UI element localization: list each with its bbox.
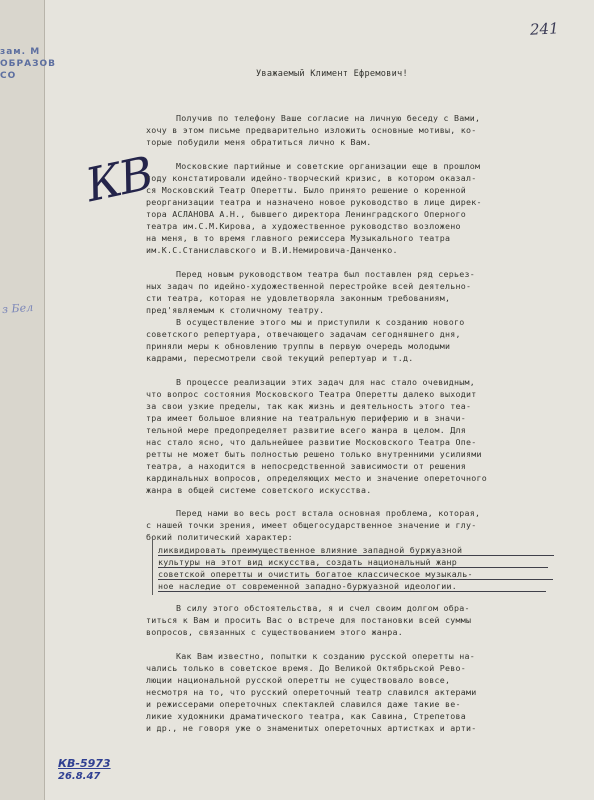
- letter-line: и режиссерами опереточных спектаклей славился даже такие ве-: [146, 699, 461, 709]
- letter-line: кардинальных вопросов, определяющих место и значение опереточного: [146, 473, 487, 483]
- previous-page-stamp: [0, 46, 56, 100]
- letter-line: тора АСЛАНОВА А.Н., бывшего директора Ленинградского Оперного: [146, 209, 466, 219]
- underline: [158, 555, 554, 556]
- stamp-line: зам. М: [0, 47, 41, 57]
- letter-line: театра им.С.М.Кирова, а художественное руководство возложено: [146, 221, 461, 231]
- archive-date: 26.8.47: [58, 771, 101, 782]
- salutation: Уважаемый Климент Ефремович!: [256, 69, 408, 79]
- letter-line: что вопрос состояния Московского Театра Оперетты далеко выходит: [146, 389, 477, 399]
- highlighted-line: ликвидировать преимущественное влияние западной буржуазной: [158, 545, 463, 555]
- letter-line: тельной мере предопределяет развитие всего жанра в целом. Для: [146, 425, 466, 435]
- highlighted-line: ное наследие от современной западно-буржуазной идеологии.: [158, 581, 457, 591]
- letter-line: Перед нами во весь рост встала основная проблема, которая,: [176, 508, 481, 518]
- archive-code: КВ-5973: [58, 757, 111, 770]
- previous-page-scrawl: з Бел: [1, 300, 34, 317]
- letter-line: торые побудили меня обратиться лично к Вам.: [146, 137, 372, 147]
- highlighted-line: советской оперетты и очистить богатое классическое музыкаль-: [158, 569, 473, 579]
- letter-line: В силу этого обстоятельства, я и счел своим долгом обра-: [176, 603, 470, 613]
- letter-line: году констатировали идейно-творческий кризис, в котором оказал-: [146, 173, 477, 183]
- letter-line: за свои узкие пределы, так как жизнь и деятельность этого теа-: [146, 401, 472, 411]
- letter-line: с нашей точки зрения, имеет общегосударственное значение и глу-: [146, 520, 477, 530]
- letter-line: кадрами, пересмотрели свой текущий репертуар и т.д.: [146, 353, 414, 363]
- letter-line: жанра в общей системе советского искусства.: [146, 485, 372, 495]
- letter-line: Получив по телефону Ваше согласие на личную беседу с Вами,: [176, 113, 481, 123]
- letter-line: ликие художники драматического театра, как Савина, Стрепетова: [146, 711, 466, 721]
- stamp-line: СО: [0, 71, 17, 81]
- underline: [158, 579, 553, 580]
- stamp-line: ОБРАЗОВ: [0, 59, 56, 69]
- letter-line: на меня, в то время главного режиссера Музыкального театра: [146, 233, 451, 243]
- underline: [158, 567, 548, 568]
- handwritten-initials: КВ: [81, 145, 157, 213]
- underline: [158, 591, 546, 592]
- folio-number: 241: [529, 19, 560, 39]
- letter-line: нас стало ясно, что дальнейшее развитие Московского Театра Опе-: [146, 437, 477, 447]
- letter-line: советского репертуара, отвечающего задачам сегодняшнего дня,: [146, 329, 461, 339]
- letter-line: тра имеет большое влияние на театральную периферию и в значи-: [146, 413, 466, 423]
- letter-line: несмотря на то, что русский опереточный театр славился актерами: [146, 687, 477, 697]
- previous-page-edge: [0, 0, 56, 800]
- letter-line: люции национальной русской оперетты не существовало вовсе,: [146, 675, 451, 685]
- letter-line: ных задач по идейно-художественной перестройке всей деятельно-: [146, 281, 472, 291]
- letter-line: Московские партийные и советские организации еще в прошлом: [176, 161, 481, 171]
- letter-line: реорганизации театра и назначено новое руководство в лице дирек-: [146, 197, 482, 207]
- archive-mark: [58, 757, 111, 783]
- highlighted-line: культуры на этот вид искусства, создать национальный жанр: [158, 557, 457, 567]
- letter-line: В процессе реализации этих задач для нас стало очевидным,: [176, 377, 475, 387]
- letter-line: ся Московский Театр Оперетты. Было принято решение о коренной: [146, 185, 466, 195]
- letter-line: титься к Вам и просить Вас о встрече для постановки всей суммы: [146, 615, 472, 625]
- letter-line: ретты не может быть полностью решено только внутренними усилиями: [146, 449, 482, 459]
- letter-line: пред'являемым к столичному театру.: [146, 305, 325, 315]
- letter-line: Перед новым руководством театра был поставлен ряд серьез-: [176, 269, 475, 279]
- letter-line: театра, а находится в непосредственной зависимости от решения: [146, 461, 466, 471]
- letter-line: вопросов, связанных с существованием этого жанра.: [146, 627, 404, 637]
- highlight-bracket: [152, 537, 561, 595]
- letter-line: Как Вам известно, попытки к созданию русской оперетты на-: [176, 651, 475, 661]
- letter-line: хочу в этом письме предварительно изложить основные мотивы, ко-: [146, 125, 477, 135]
- letter-line: им.К.С.Станиславского и В.И.Немировича-Данченко.: [146, 245, 398, 255]
- letter-line: В осуществление этого мы и приступили к созданию нового: [176, 317, 465, 327]
- letter-line: и др., не говоря уже о знаменитых опереточных артистках и арти-: [146, 723, 477, 733]
- letter-line: бокий политический характер:: [146, 532, 293, 542]
- letter-line: приняли меры к обновлению труппы в первую очередь молодыми: [146, 341, 451, 351]
- letter-line: чались только в советское время. До Великой Октябрьской Рево-: [146, 663, 466, 673]
- letter-line: сти театра, которая не удовлетворяла законным требованиям,: [146, 293, 451, 303]
